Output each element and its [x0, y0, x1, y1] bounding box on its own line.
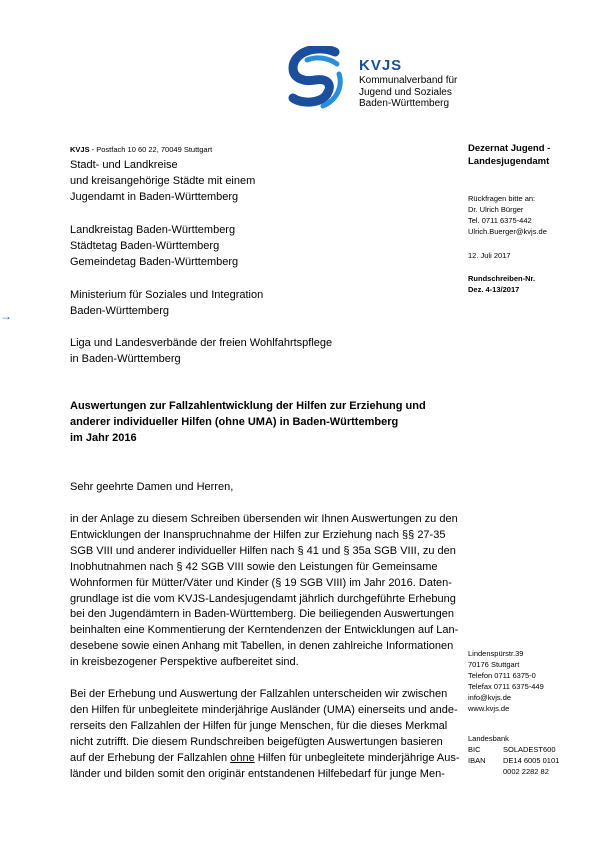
recipient-line: und kreisangehörige Städte mit einem: [70, 175, 256, 187]
recipient-line: Landkreistag Baden-Württemberg: [70, 224, 236, 236]
sender-line: [70, 145, 212, 154]
body-line: bei den Jugendämtern in Baden-Württemberg. Die beiliegenden Auswertungen: [70, 608, 455, 621]
contact-line: Ulrich.Buerger@kvjs.de: [468, 227, 547, 236]
circular-block: [468, 273, 535, 295]
logo-line: Jugend und Soziales: [359, 86, 452, 98]
iban-value: DE14 6005 0101: [503, 756, 560, 765]
body-line: SGB VIII und anderer individueller Hilfen nach § 41 und § 35a SGB VIII, zu den: [70, 544, 456, 557]
department-heading: [468, 142, 550, 168]
circular-number: Dez. 4-13/2017: [468, 285, 520, 294]
body-line: Wohnformen für Mütter/Väter und Kinder (§ 19 SGB VIII) im Jahr 2016. Daten-: [70, 576, 452, 589]
address-line: Lindenspürstr.39: [468, 649, 524, 658]
body-line: grundlage ist die vom KVJS-Landesjugendamt jährlich durchgeführte Erhebung: [70, 592, 456, 605]
kvjs-logo-mark: [287, 46, 349, 110]
iban-label: IBAN: [468, 756, 486, 765]
underlined-word: ohne: [230, 751, 255, 764]
subject-line: im Jahr 2016: [70, 432, 137, 444]
letter-date: 12. Juli 2017: [468, 251, 511, 260]
body-line: in kreisbezogener Perspektive aufbereitet sind.: [70, 656, 299, 669]
recipient-line: Liga und Landesverbände der freien Wohlfahrtspflege: [70, 337, 333, 349]
body-line: Entwicklungen der Inanspruchnahme der Hilfen zur Erziehung nach §§ 27-35: [70, 528, 446, 541]
bank-label: Landesbank: [468, 734, 509, 743]
email-link[interactable]: info@kvjs.de: [468, 693, 512, 702]
recipient-group-municipal: [70, 157, 255, 205]
recipient-line: Ministerium für Soziales und Integration: [70, 289, 264, 301]
body-line: [70, 751, 465, 767]
recipient-group-associations: [70, 222, 238, 270]
body-line: Bei der Erhebung und Auswertung der Fallzahlen unterscheiden wir zwischen: [70, 688, 448, 700]
body-line: den Hilfen für unbegleitete minderjährige Ausländer (UMA) einerseits und ande-: [70, 703, 458, 716]
recipient-line: Jugendamt in Baden-Württemberg: [70, 191, 239, 203]
recipient-group-ministry: [70, 287, 263, 319]
logo-line: Baden-Württemberg: [359, 98, 450, 109]
body-paragraph-1: [70, 512, 465, 671]
recipient-line: Stadt- und Landkreise: [70, 159, 178, 171]
iban-value-cont: 0002 2282 82: [503, 767, 549, 776]
body-line: länder und bilden somit den originär entstandenen Hilfebedarf für junge Men-: [70, 767, 445, 780]
logo-name: KVJS: [359, 57, 403, 74]
recipient-line: Baden-Württemberg: [70, 305, 170, 317]
logo-subtitle: [359, 75, 457, 110]
department-line: Landesjugendamt: [468, 156, 550, 167]
letter-subject: [70, 398, 470, 446]
contact-line: Tel. 0711 6375-442: [468, 216, 532, 225]
body-paragraph-2: [70, 687, 465, 782]
arrow-icon: →: [0, 309, 12, 323]
address-line: Telefon 0711 6375-0: [468, 671, 536, 680]
recipient-line: Städtetag Baden-Württemberg: [70, 240, 220, 252]
postal-address-block: [468, 648, 544, 714]
body-line: nicht zutrifft. Die diesem Rundschreiben beigefügten Auswertungen basieren: [70, 735, 443, 748]
bank-block: [468, 733, 559, 777]
contact-label: Rückfragen bitte an:: [468, 194, 536, 203]
address-line: 70176 Stuttgart: [468, 660, 520, 669]
bic-value: SOLADEST600: [503, 745, 556, 754]
contact-line: Dr. Ulrich Bürger: [468, 205, 524, 214]
sender-rest: - Postfach 10 60 22, 70049 Stuttgart: [89, 145, 213, 154]
body-text: auf der Erhebung der Fallzahlen: [70, 751, 231, 764]
contact-block: [468, 193, 547, 237]
body-line: in der Anlage zu diesem Schreiben übersenden wir Ihnen Auswertungen zu den: [70, 513, 458, 525]
body-line: desebene sowie einen Anhang mit Tabellen, in denen zahlreiche Informationen: [70, 640, 454, 653]
sender-org: KVJS: [70, 145, 90, 154]
subject-line: anderer individueller Hilfen (ohne UMA) in Baden-Württemberg: [70, 416, 399, 428]
bic-label: BIC: [468, 745, 481, 754]
logo-line: Kommunalverband für: [359, 75, 458, 86]
subject-line: Auswertungen zur Fallzahlentwicklung der Hilfen zur Erziehung und: [70, 400, 426, 412]
department-line: Dezernat Jugend -: [468, 143, 551, 154]
greeting: Sehr geehrte Damen und Herren,: [70, 481, 234, 493]
recipient-line: Gemeindetag Baden-Württemberg: [70, 256, 239, 268]
address-line: Telefax 0711 6375-449: [468, 682, 544, 691]
body-text: Hilfen für unbegleitete minderjährige Aus-: [254, 751, 460, 764]
circular-label: Rundschreiben-Nr.: [468, 274, 536, 283]
recipient-group-liga: [70, 335, 332, 367]
recipient-line: in Baden-Württemberg: [70, 353, 181, 365]
body-line: beinhalten eine Kommentierung der Kerntendenzen der Entwicklungen auf Lan-: [70, 624, 459, 637]
website-link[interactable]: www.kvjs.de: [468, 704, 510, 713]
body-line: Inobhutnahmen nach § 42 SGB VIII sowie den Leistungen für Gemeinsame: [70, 560, 438, 573]
body-line: rerseits den Fallzahlen der Hilfen für junge Menschen, für die dieses Merkmal: [70, 719, 448, 732]
